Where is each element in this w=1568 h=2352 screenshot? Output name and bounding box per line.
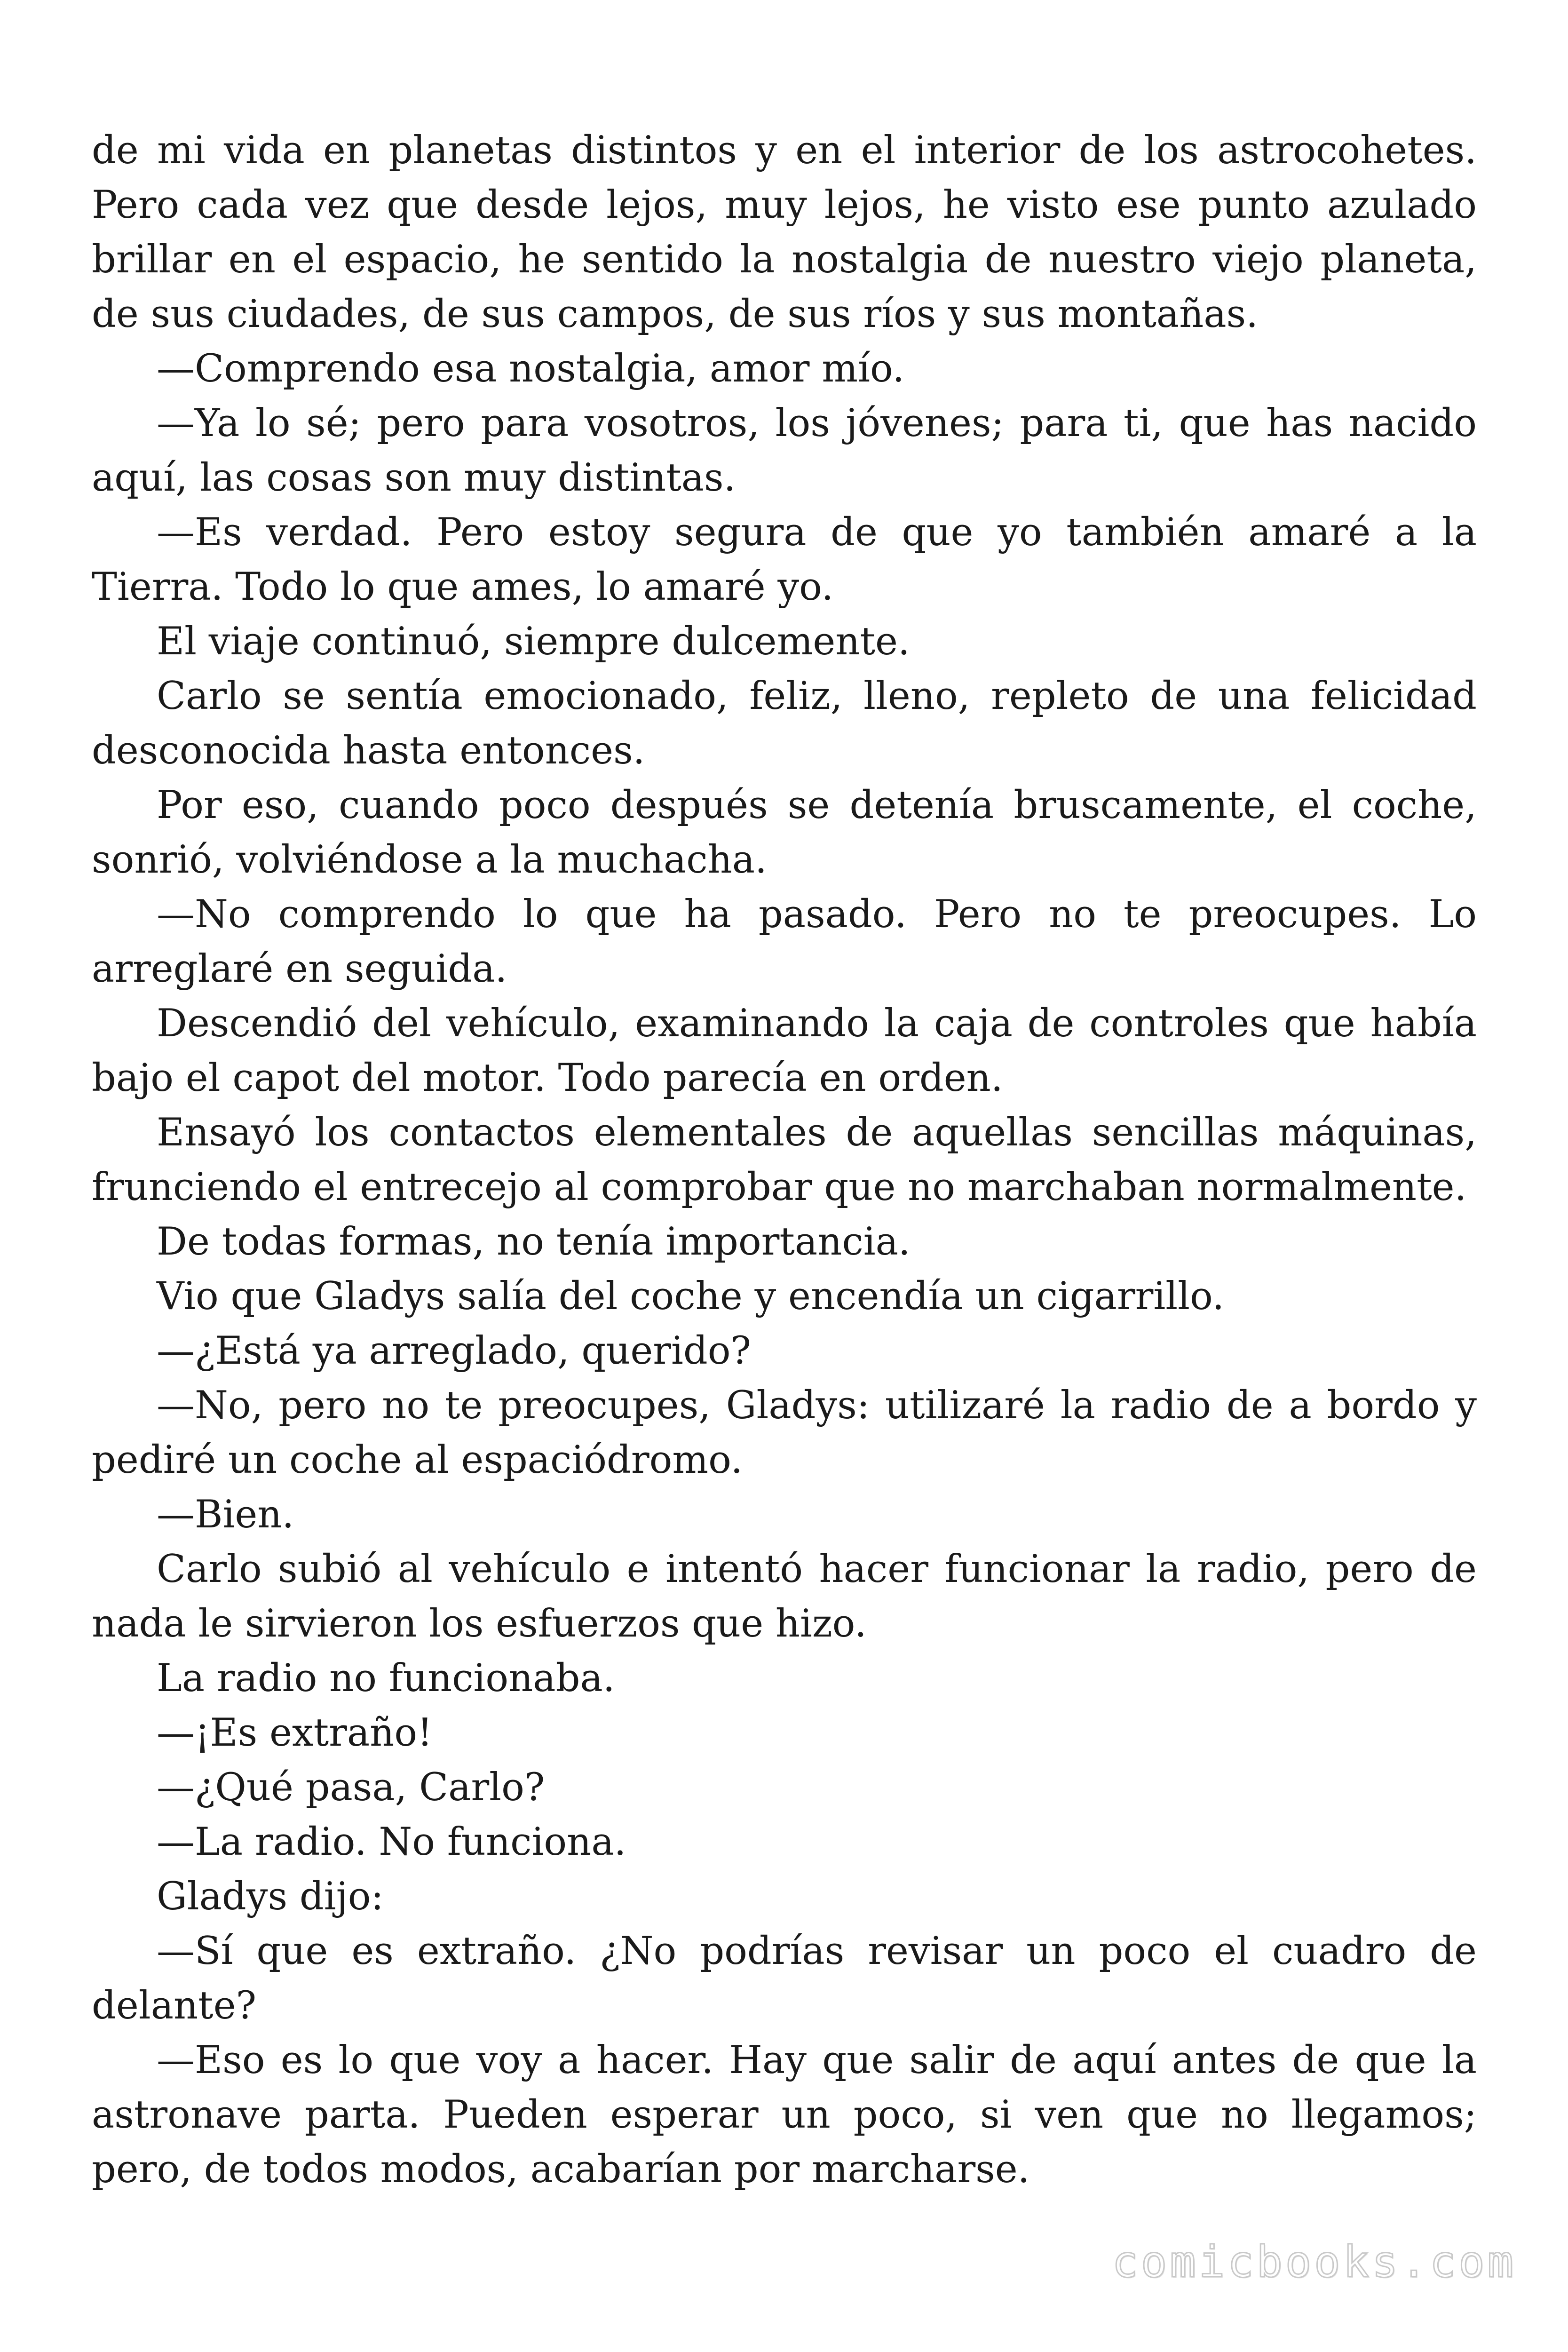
paragraph: —¡Es extraño! — [157, 1711, 433, 1755]
paragraph: Carlo se sentía emocionado, feliz, lleno, repleto de una felicidad desconocida hasta entonces. — [92, 674, 1477, 773]
paragraph: —¿Qué pasa, Carlo? — [157, 1765, 545, 1810]
paragraph: Ensayó los contactos elementales de aquellas sencillas máquinas, frunciendo el entrecejo al comprobar que no marchaban normalmente. — [92, 1111, 1477, 1209]
paragraph: —Comprendo esa nostalgia, amor mío. — [157, 347, 905, 391]
paragraph: de mi vida en planetas distintos y en el interior de los astrocohetes. Pero cada vez que desde lejos, muy lejos, he visto ese punto azulado brillar en el espacio, he sentido la nostalgia de nuestro viejo planeta, de sus ciudades, de sus campos, de sus ríos y sus montañas. — [92, 128, 1477, 336]
paragraph: —Eso es lo que voy a hacer. Hay que salir de aquí antes de que la astronave parta. Pueden esperar un poco, si ven que no llegamos; pero, de todos modos, acabarían por marcharse. — [92, 2038, 1477, 2192]
paragraph: —Ya lo sé; pero para vosotros, los jóvenes; para ti, que has nacido aquí, las cosas son muy distintas. — [92, 401, 1477, 500]
paragraph: —¿Está ya arreglado, querido? — [157, 1329, 751, 1373]
body-text — [92, 123, 1477, 2197]
paragraph: Gladys dijo: — [157, 1875, 384, 1919]
paragraph: Por eso, cuando poco después se detenía bruscamente, el coche, sonrió, volviéndose a la muchacha. — [92, 783, 1477, 882]
paragraph: —Sí que es extraño. ¿No podrías revisar un poco el cuadro de delante? — [92, 1929, 1477, 2028]
paragraph: —No, pero no te preocupes, Gladys: utilizaré la radio de a bordo y pediré un coche al espaciódromo. — [92, 1383, 1477, 1482]
paragraph: —Bien. — [157, 1493, 294, 1537]
paragraph: —La radio. No funciona. — [157, 1820, 626, 1864]
paragraph: De todas formas, no tenía importancia. — [157, 1220, 911, 1264]
paragraph: El viaje continuó, siempre dulcemente. — [157, 620, 910, 664]
paragraph: Carlo subió al vehículo e intentó hacer funcionar la radio, pero de nada le sirvieron los esfuerzos que hizo. — [92, 1547, 1477, 1646]
paragraph: —Es verdad. Pero estoy segura de que yo también amaré a la Tierra. Todo lo que ames, lo amaré yo. — [92, 510, 1477, 609]
paragraph: —No comprendo lo que ha pasado. Pero no te preocupes. Lo arreglaré en seguida. — [92, 892, 1477, 991]
paragraph: Descendió del vehículo, examinando la caja de controles que había bajo el capot del motor. Todo parecía en orden. — [92, 1001, 1477, 1100]
watermark: comicbooks.com — [1112, 2237, 1516, 2287]
paragraph: Vio que Gladys salía del coche y encendía un cigarrillo. — [157, 1274, 1225, 1319]
paragraph: La radio no funcionaba. — [157, 1656, 615, 1700]
